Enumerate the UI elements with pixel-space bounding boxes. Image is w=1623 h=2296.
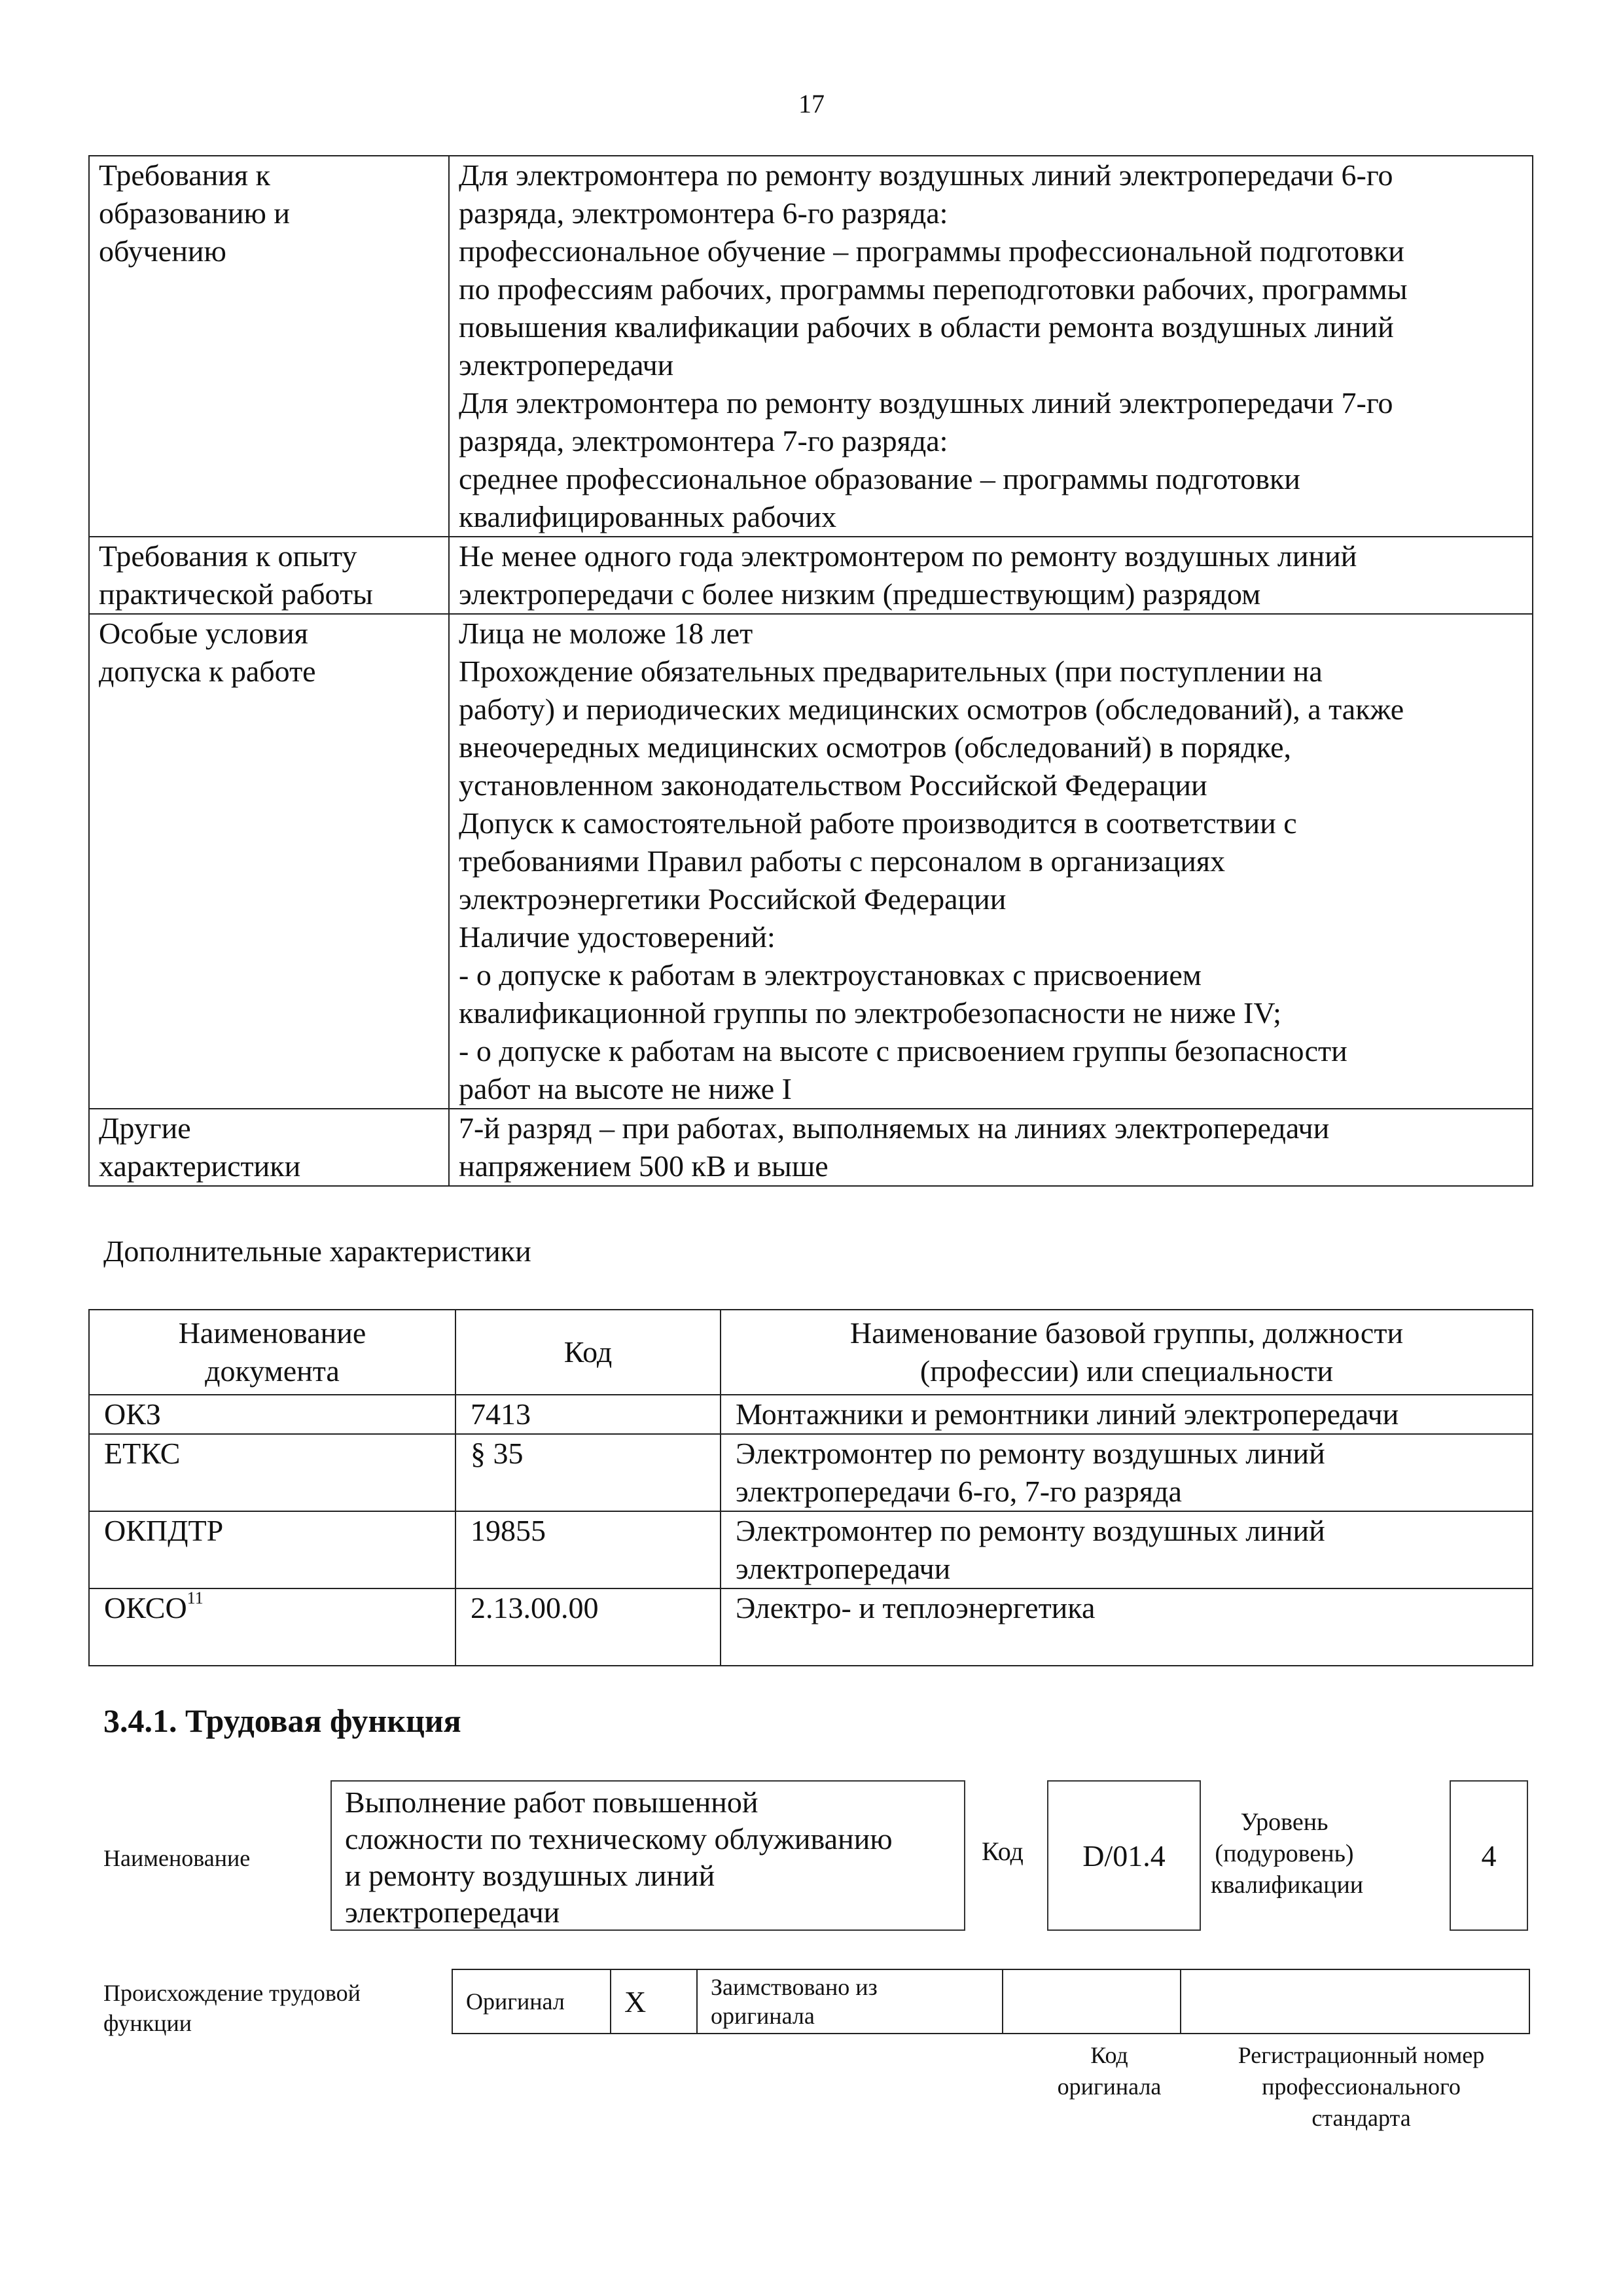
table-row: [89, 537, 1533, 614]
function-code-box: D/01.4: [1047, 1780, 1201, 1931]
content-line: среднее профессиональное образование – программы подготовки: [459, 462, 1300, 495]
content-line: квалификационной группы по электробезопасности не ниже IV;: [459, 996, 1281, 1030]
table-row: [89, 1588, 1533, 1666]
content-line: работу) и периодических медицинских осмотров (обследований), а также: [459, 692, 1404, 726]
qualification-level-label: Уровень (подуровень) квалификации: [1211, 1808, 1364, 1899]
requirement-content: [449, 156, 1533, 537]
table-row: [89, 1395, 1533, 1434]
table-row: [89, 1109, 1533, 1186]
table-row: [89, 156, 1533, 537]
content-line: профессиональное обучение – программы профессиональной подготовки: [459, 234, 1404, 268]
content-line: электроэнергетики Российской Федерации: [459, 882, 1007, 916]
header-code: Код: [455, 1310, 721, 1395]
page-number: 17: [798, 89, 825, 118]
content-line: Лица не моложе 18 лет: [459, 617, 753, 650]
content-line: повышения квалификации рабочих в области ремонта воздушных линий: [459, 310, 1394, 344]
requirement-content: [449, 537, 1533, 614]
group-name-cell: [721, 1395, 1533, 1434]
name-label: Наименование: [103, 1845, 251, 1871]
requirement-label: [89, 156, 449, 537]
requirement-label: [89, 1109, 449, 1186]
name-line: Монтажники и ремонтники линий электропередачи: [736, 1397, 1399, 1431]
header-document: Наименование документа: [89, 1310, 455, 1395]
label-line: характеристики: [99, 1149, 301, 1183]
content-line: Допуск к самостоятельной работе производится в соответствии с: [459, 806, 1297, 840]
additional-characteristics-title: Дополнительные характеристики: [103, 1234, 531, 1268]
origin-table: [452, 1969, 1530, 2034]
section-heading: 3.4.1. Трудовая функция: [103, 1702, 461, 1739]
content-line: Для электромонтера по ремонту воздушных линий электропередачи 7-го: [459, 386, 1393, 420]
label-line: Требования к: [99, 158, 270, 192]
group-name-cell: [721, 1511, 1533, 1588]
content-line: напряжением 500 кВ и выше: [459, 1149, 829, 1183]
original-code-cell: [1003, 1969, 1181, 2034]
registration-number-cell: [1181, 1969, 1529, 2034]
name-line: Электромонтер по ремонту воздушных линий: [736, 1514, 1325, 1547]
borrowed-cell: Заимствовано из оригинала: [697, 1969, 1003, 2034]
name-line: Электромонтер по ремонту воздушных линий: [736, 1437, 1325, 1470]
label-line: допуска к работе: [99, 655, 316, 688]
content-line: - о допуске к работам в электроустановках с присвоением: [459, 958, 1202, 992]
content-line: Прохождение обязательных предварительных (при поступлении на: [459, 655, 1323, 688]
table-header-row: [89, 1310, 1533, 1395]
registration-number-label: Регистрационный номер профессионального стандарта: [1238, 2042, 1485, 2131]
requirement-content: [449, 1109, 1533, 1186]
code-cell: 7413: [455, 1395, 721, 1434]
content-line: по профессиям рабочих, программы переподготовки рабочих, программы: [459, 272, 1408, 306]
content-line: электропередачи: [459, 348, 674, 382]
requirement-label: [89, 537, 449, 614]
requirement-content: [449, 614, 1533, 1109]
content-line: Не менее одного года электромонтером по ремонту воздушных линий: [459, 539, 1357, 573]
label-line: практической работы: [99, 577, 373, 611]
content-line: Наличие удостоверений:: [459, 920, 776, 954]
code-label: Код: [982, 1837, 1024, 1866]
content-line: квалифицированных рабочих: [459, 500, 837, 533]
table-row: [89, 1434, 1533, 1511]
group-name-cell: [721, 1588, 1533, 1666]
content-line: внеочередных медицинских осмотров (обследований) в порядке,: [459, 730, 1292, 764]
label-line: Требования к опыту: [99, 539, 357, 573]
document-cell: ОКПДТР: [89, 1511, 455, 1588]
content-line: разряда, электромонтера 6-го разряда:: [459, 196, 948, 230]
content-line: работ на высоте не ниже I: [459, 1072, 792, 1105]
original-mark: X: [611, 1969, 697, 2034]
requirements-table: [88, 155, 1533, 1187]
content-line: - о допуске к работам на высоте с присвоением группы безопасности: [459, 1034, 1347, 1067]
table-row: [89, 614, 1533, 1109]
table-row: [89, 1511, 1533, 1588]
content-line: установленном законодательством Российской Федерации: [459, 768, 1207, 802]
original-code-label: Код оригинала: [1057, 2042, 1162, 2100]
additional-characteristics-table: [88, 1309, 1533, 1666]
content-line: разряда, электромонтера 7-го разряда:: [459, 424, 948, 457]
function-name-box: Выполнение работ повышенной сложности по техническому облуживанию и ремонту воздушных линий электропередачи: [330, 1780, 965, 1931]
document-cell: ОКСО$^{11}$: [89, 1588, 455, 1666]
name-line: электропередачи 6-го, 7-го разряда: [736, 1475, 1182, 1508]
footnote-ref: 11: [187, 1588, 204, 1607]
code-cell: § 35: [455, 1434, 721, 1511]
content-line: требованиями Правил работы с персоналом в организациях: [459, 844, 1226, 878]
document-cell: ОКЗ: [89, 1395, 455, 1434]
qualification-level-box: 4: [1450, 1780, 1528, 1931]
label-line: Особые условия: [99, 617, 308, 650]
header-group-name: Наименование базовой группы, должности (профессии) или специальности: [721, 1310, 1533, 1395]
content-line: электропередачи с более низким (предшествующим) разрядом: [459, 577, 1261, 611]
content-line: 7-й разряд – при работах, выполняемых на линиях электропередачи: [459, 1111, 1330, 1145]
label-line: Другие: [99, 1111, 191, 1145]
label-line: образованию и: [99, 196, 290, 230]
document-cell: ЕТКС: [89, 1434, 455, 1511]
name-line: Электро- и теплоэнергетика: [736, 1591, 1096, 1624]
requirement-label: [89, 614, 449, 1109]
group-name-cell: [721, 1434, 1533, 1511]
origin-label: Происхождение трудовой функции: [103, 1980, 361, 2036]
label-line: обучению: [99, 234, 226, 268]
code-cell: 19855: [455, 1511, 721, 1588]
content-line: Для электромонтера по ремонту воздушных линий электропередачи 6-го: [459, 158, 1393, 192]
origin-row: [452, 1969, 1529, 2034]
name-line: электропередачи: [736, 1552, 951, 1585]
code-cell: 2.13.00.00: [455, 1588, 721, 1666]
original-cell: Оригинал: [452, 1969, 611, 2034]
